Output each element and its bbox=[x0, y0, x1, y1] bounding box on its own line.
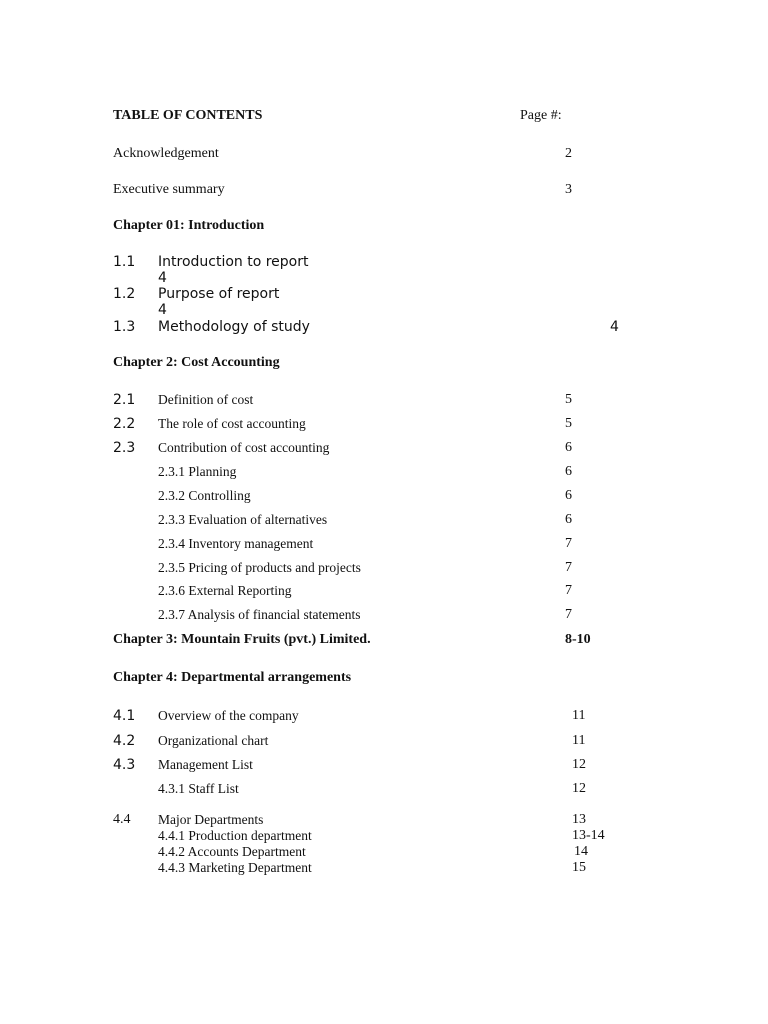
toc-page-number: 4 bbox=[610, 319, 619, 335]
chapter-3-heading: Chapter 3: Mountain Fruits (pvt.) Limited. bbox=[113, 632, 371, 647]
toc-entry-label: Organizational chart bbox=[158, 733, 269, 748]
toc-subentry-label: 2.3.1 Planning bbox=[158, 464, 237, 479]
toc-subentry-label: 2.3.3 Evaluation of alternatives bbox=[158, 512, 328, 527]
toc-page-number: 5 bbox=[565, 392, 572, 407]
chapter-2-heading: Chapter 2: Cost Accounting bbox=[113, 355, 280, 370]
toc-entry-label: The role of cost accounting bbox=[158, 416, 306, 431]
toc-entry-acknowledgement: Acknowledgement bbox=[113, 146, 219, 161]
toc-page-number: 15 bbox=[572, 860, 586, 875]
toc-entry-executive-summary: Executive summary bbox=[113, 182, 225, 197]
toc-subentry-label: 2.3.5 Pricing of products and projects bbox=[158, 560, 361, 575]
toc-entry-label: Methodology of study bbox=[158, 319, 310, 335]
toc-page-number: 11 bbox=[572, 733, 586, 748]
toc-subentry-label: 2.3.2 Controlling bbox=[158, 488, 251, 503]
section-number: 2.1 bbox=[113, 392, 136, 408]
section-number: 2.3 bbox=[113, 440, 136, 456]
toc-entry-label: Purpose of report bbox=[158, 286, 280, 302]
toc-page-number: 3 bbox=[565, 182, 572, 197]
chapter-1-heading: Chapter 01: Introduction bbox=[113, 218, 265, 233]
section-number: 1.3 bbox=[113, 319, 136, 335]
section-number: 4.4 bbox=[113, 812, 131, 827]
section-number: 4.3 bbox=[113, 757, 136, 773]
toc-entry-label: Overview of the company bbox=[158, 708, 299, 723]
page-number-header: Page #: bbox=[520, 108, 562, 123]
toc-page-number: 12 bbox=[572, 757, 586, 772]
toc-entry-label: Major Departments bbox=[158, 812, 264, 827]
chapter-4-heading: Chapter 4: Departmental arrangements bbox=[113, 670, 352, 685]
toc-page-number: 13 bbox=[572, 812, 586, 827]
section-number: 1.1 bbox=[113, 254, 136, 270]
toc-subentry-label: 2.3.6 External Reporting bbox=[158, 583, 292, 598]
toc-subentry-label: 2.3.4 Inventory management bbox=[158, 536, 314, 551]
toc-entry-label: Definition of cost bbox=[158, 392, 254, 407]
toc-subentry-label: 4.4.3 Marketing Department bbox=[158, 860, 312, 875]
toc-entry-label: Contribution of cost accounting bbox=[158, 440, 330, 455]
toc-entry-label: Introduction to report bbox=[158, 254, 309, 270]
toc-page-number: 5 bbox=[565, 416, 572, 431]
toc-page-number: 2 bbox=[565, 146, 572, 161]
toc-page-number: 4 bbox=[158, 302, 167, 318]
toc-page-number: 6 bbox=[565, 440, 572, 455]
toc-subentry-label: 4.4.2 Accounts Department bbox=[158, 844, 306, 859]
toc-page-number: 6 bbox=[565, 512, 572, 527]
section-number: 4.1 bbox=[113, 708, 136, 724]
toc-title: TABLE OF CONTENTS bbox=[113, 108, 263, 123]
section-number: 1.2 bbox=[113, 286, 136, 302]
toc-subentry-label: 2.3.7 Analysis of financial statements bbox=[158, 607, 361, 622]
toc-page-number: 7 bbox=[565, 583, 572, 598]
toc-entry-label: Management List bbox=[158, 757, 253, 772]
toc-page-number: 14 bbox=[574, 844, 588, 859]
toc-subentry-label: 4.3.1 Staff List bbox=[158, 781, 239, 796]
toc-page-number: 13-14 bbox=[572, 828, 605, 843]
toc-page-number: 6 bbox=[565, 488, 572, 503]
toc-page-number: 8-10 bbox=[565, 632, 591, 647]
toc-page-number: 7 bbox=[565, 560, 572, 575]
toc-page-number: 7 bbox=[565, 536, 572, 551]
section-number: 4.2 bbox=[113, 733, 136, 749]
section-number: 2.2 bbox=[113, 416, 136, 432]
toc-page-number: 4 bbox=[158, 270, 167, 286]
toc-subentry-label: 4.4.1 Production department bbox=[158, 828, 312, 843]
toc-page-number: 7 bbox=[565, 607, 572, 622]
toc-page-number: 6 bbox=[565, 464, 572, 479]
toc-page-number: 12 bbox=[572, 781, 586, 796]
toc-page-number: 11 bbox=[572, 708, 586, 723]
